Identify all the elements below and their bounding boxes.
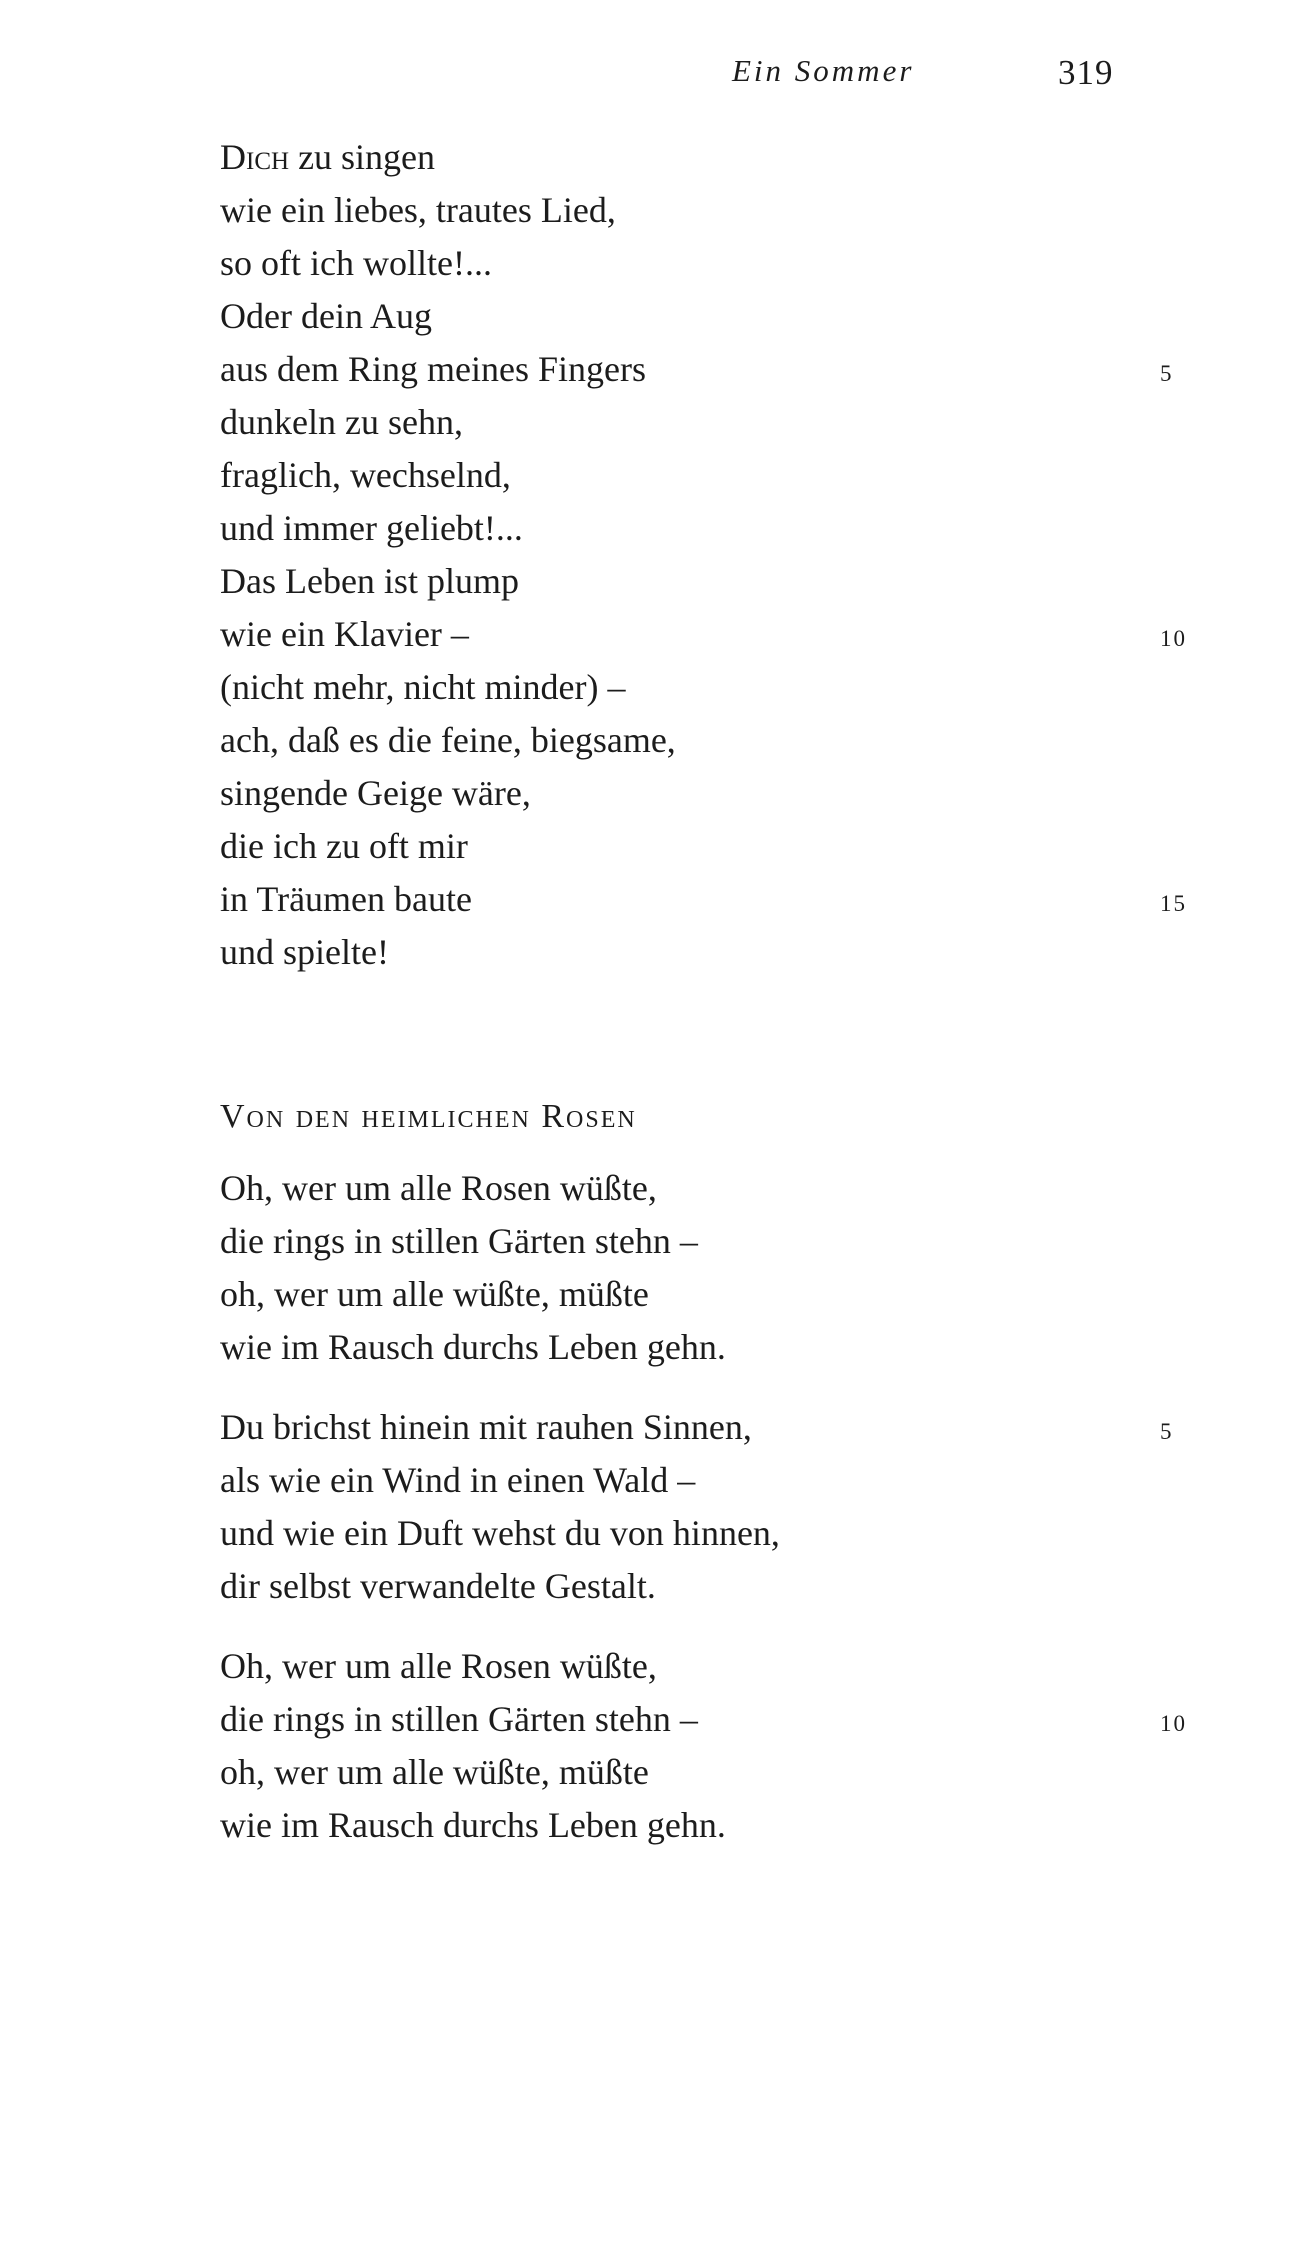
- poem-line: [220, 1746, 1180, 1799]
- poem-line-text: die rings in stillen Gärten stehn –: [220, 1221, 698, 1261]
- poem-line: [220, 237, 1180, 290]
- poem-line-text: dunkeln zu sehn,: [220, 402, 463, 442]
- poem-line: [220, 608, 1187, 661]
- poem-line-text: in Träumen baute: [220, 879, 472, 919]
- poem-line-text: wie ein liebes, trautes Lied,: [220, 190, 616, 230]
- poem-line-text: oh, wer um alle wüßte, müßte: [220, 1752, 649, 1792]
- line-number: 5: [1160, 361, 1174, 386]
- poem-2-stanza-3: [220, 1640, 1187, 1852]
- poem-line: [220, 926, 1180, 979]
- line-number: 10: [1160, 1711, 1187, 1736]
- poem-2-stanza-2: [220, 1401, 1180, 1613]
- poem-line: [220, 1215, 1180, 1268]
- poem-line-text: oh, wer um alle wüßte, müßte: [220, 1274, 649, 1314]
- poem-line-text: Das Leben ist plump: [220, 561, 519, 601]
- poem-line: [220, 714, 1180, 767]
- poem-line-text: Oh, wer um alle Rosen wüßte,: [220, 1168, 657, 1208]
- poem-line: [220, 1454, 1180, 1507]
- poem-line: [220, 131, 1180, 184]
- poem-line-text: und wie ein Duft wehst du von hinnen,: [220, 1513, 780, 1553]
- poem-line: [220, 1268, 1180, 1321]
- line-number: 10: [1160, 626, 1187, 651]
- poem-line-text: dir selbst verwandelte Gestalt.: [220, 1566, 656, 1606]
- poem-line-text: singende Geige wäre,: [220, 773, 531, 813]
- poem-line: [220, 661, 1180, 714]
- poem-line: [220, 820, 1180, 873]
- poem-line: [220, 1401, 1180, 1454]
- poem-line: [220, 290, 1180, 343]
- poem-line-text: die rings in stillen Gärten stehn –: [220, 1699, 698, 1739]
- poem-line-text: wie im Rausch durchs Leben gehn.: [220, 1327, 726, 1367]
- poem-line: [220, 184, 1180, 237]
- poem-line: [220, 555, 1180, 608]
- poem-line: [220, 449, 1180, 502]
- poem-line: [220, 396, 1180, 449]
- poem-line: [220, 1640, 1180, 1693]
- poem-line-text: ach, daß es die feine, biegsame,: [220, 720, 676, 760]
- poem-1: [220, 131, 1187, 979]
- poem-line: [220, 1507, 1180, 1560]
- line-number: 15: [1160, 891, 1187, 916]
- poem-line: [220, 1693, 1187, 1746]
- poem-line-text: aus dem Ring meines Fingers: [220, 349, 646, 389]
- page-number: 319: [1058, 53, 1114, 92]
- poem-2-stanza-1: [220, 1162, 1180, 1374]
- poem-line: [220, 502, 1180, 555]
- poem-line: [220, 343, 1180, 396]
- poem-line-text: und spielte!: [220, 932, 389, 972]
- poem-line-text: wie im Rausch durchs Leben gehn.: [220, 1805, 726, 1845]
- poem-line-text: die ich zu oft mir: [220, 826, 468, 866]
- poem-line-text: und immer geliebt!...: [220, 508, 523, 548]
- poem-line-text: als wie ein Wind in einen Wald –: [220, 1460, 696, 1500]
- poem-line: [220, 767, 1180, 820]
- poem-line-text: Oh, wer um alle Rosen wüßte,: [220, 1646, 657, 1686]
- running-head: [0, 46, 1294, 96]
- poem-line-text: Du brichst hinein mit rauhen Sinnen,: [220, 1407, 752, 1447]
- poem-first-word: Dich: [220, 137, 290, 177]
- poem-line: [220, 873, 1187, 926]
- poem-line: [220, 1560, 1180, 1613]
- poem-2-title: Von den heimlichen Rosen: [220, 1098, 637, 1135]
- poem-line-text: (nicht mehr, nicht minder) –: [220, 667, 626, 707]
- poem-line-text: so oft ich wollte!...: [220, 243, 492, 283]
- poem-line-text: Oder dein Aug: [220, 296, 432, 336]
- poem-line: [220, 1799, 1180, 1852]
- poem-line: [220, 1162, 1180, 1215]
- running-title: Ein Sommer: [732, 53, 915, 88]
- poem-line-text: zu singen: [289, 137, 436, 177]
- poem-line-text: fraglich, wechselnd,: [220, 455, 511, 495]
- line-number: 5: [1160, 1419, 1174, 1444]
- poem-line-text: wie ein Klavier –: [220, 614, 469, 654]
- poem-line: [220, 1321, 1180, 1374]
